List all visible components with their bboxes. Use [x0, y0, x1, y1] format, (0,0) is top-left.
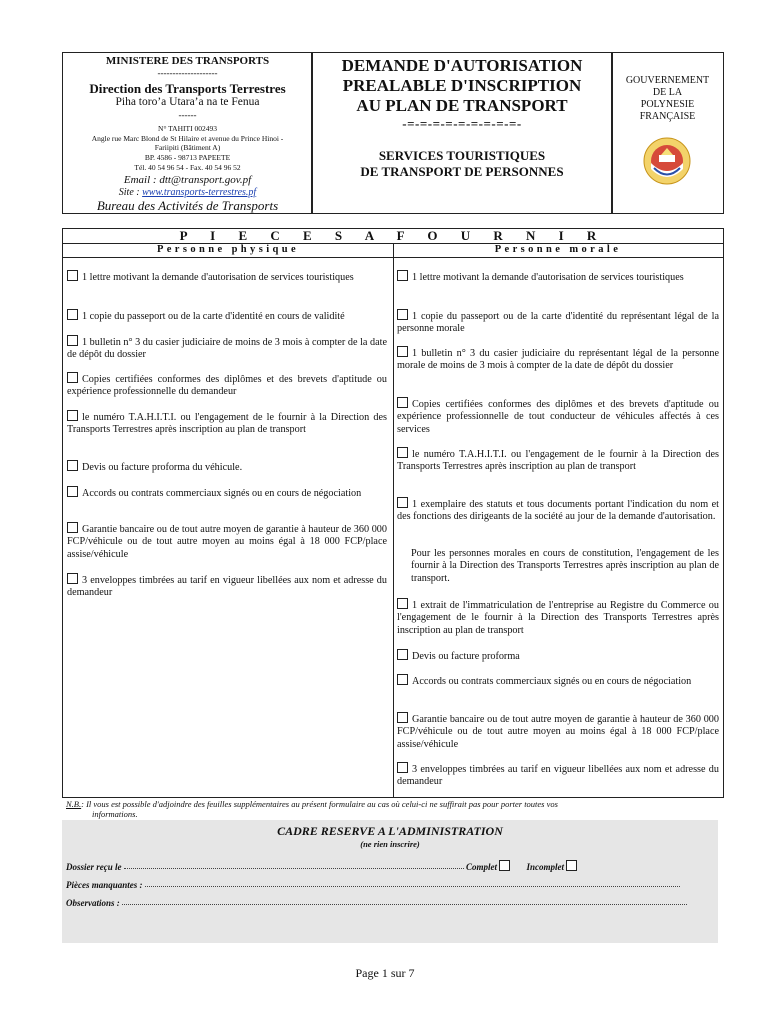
- form-title-2: PREALABLE D'INSCRIPTION: [342, 76, 582, 95]
- header-right-box: [611, 52, 724, 214]
- header-center-box: [311, 52, 613, 214]
- piha-label: Piha toro’a Utara’a na te Fenua: [115, 96, 260, 108]
- physique-item-9: 3 enveloppes timbrées au tarif en vigueur libellées aux nom et adresse du demandeur: [67, 575, 387, 599]
- checkbox[interactable]: [397, 712, 408, 723]
- pieces-manquantes-label: Pièces manquantes :: [66, 880, 143, 890]
- admin-frame: [62, 820, 718, 943]
- form-title-3: AU PLAN DE TRANSPORT: [356, 96, 568, 115]
- physique-item-1: 1 lettre motivant la demande d'autorisation de services touristiques: [67, 270, 387, 284]
- dossier-label: Dossier reçu le: [66, 862, 122, 872]
- incomplet-checkbox[interactable]: [566, 860, 577, 871]
- column-divider: [393, 244, 394, 797]
- email-address: Email : dtt@transport.gov.pf: [123, 174, 252, 186]
- title-separator: -=-=-=-=-=-=-=-=-=-: [402, 116, 522, 131]
- checkbox[interactable]: [397, 397, 408, 408]
- services-title-1: SERVICES TOURISTIQUES: [378, 148, 546, 163]
- morale-item-3: 1 bulletin n° 3 du casier judiciaire du représentant légal de la personne morale de moins de 3 mois à compter de la date de dépôt du dossier: [397, 348, 719, 372]
- phone-fax: Tél. 40 54 96 54 - Fax. 40 54 96 52: [134, 163, 241, 172]
- admin-title: CADRE RESERVE A L'ADMINISTRATION: [277, 824, 503, 838]
- checkbox[interactable]: [397, 447, 408, 458]
- gouv-line-4: FRANÇAISE: [639, 111, 696, 122]
- gouv-line-3: POLYNESIE: [640, 99, 695, 110]
- bureau-label: Bureau des Activités de Transports: [96, 198, 279, 213]
- checkbox[interactable]: [397, 309, 408, 320]
- page-number: Page 1 sur 7: [355, 966, 415, 980]
- observations-label: Observations :: [66, 898, 120, 908]
- checkbox[interactable]: [67, 372, 78, 383]
- physique-item-3: 1 bulletin n° 3 du casier judiciaire de moins de 3 mois à compter de la date de dépôt du dossier: [67, 337, 387, 361]
- checkbox[interactable]: [67, 270, 78, 281]
- dossier-date-field[interactable]: [124, 860, 464, 869]
- morale-constitution-note: Pour les personnes morales en cours de constitution, l'engagement de les fournir à la Direction des Transports Terrestres après inscription au plan de transport.: [411, 548, 719, 584]
- checkbox[interactable]: [67, 309, 78, 320]
- morale-item-6: 1 exemplaire des statuts et tous documents portant l'indication du nom et des fonctions des dirigeants de la société au jour de la demande d'autorisation.: [397, 499, 719, 523]
- checkbox[interactable]: [67, 573, 78, 584]
- checkbox[interactable]: [397, 674, 408, 685]
- observations-line: [66, 896, 716, 908]
- nb-label: N.B.: [66, 799, 82, 809]
- form-title-1: DEMANDE D'AUTORISATION: [341, 56, 583, 75]
- complet-label: Complet: [466, 862, 497, 872]
- morale-item-9: Accords ou contrats commerciaux signés ou en cours de négociation: [397, 674, 719, 688]
- checkbox[interactable]: [397, 497, 408, 508]
- morale-item-7: 1 extrait de l'immatriculation de l'entreprise au Registre du Commerce ou l'engagement de le fournir à la Direction des Transports Terrestres après inscription au plan de transport: [397, 600, 719, 636]
- checkbox[interactable]: [397, 270, 408, 281]
- checkbox[interactable]: [67, 486, 78, 497]
- physique-item-7: Accords ou contrats commerciaux signés ou en cours de négociation: [67, 486, 387, 500]
- services-title-2: DE TRANSPORT DE PERSONNES: [360, 164, 564, 179]
- personne-physique-heading: Personne physique: [156, 244, 300, 255]
- morale-item-8: Devis ou facture proforma: [397, 649, 719, 663]
- gouv-line-1: GOUVERNEMENT: [625, 75, 710, 86]
- nb-text-2: informations.: [92, 809, 138, 819]
- site-label: Site :: [118, 187, 143, 198]
- physique-item-4: Copies certifiées conformes des diplômes et des brevets d'aptitude ou expérience professionnelle du demandeur: [67, 374, 387, 398]
- checkbox[interactable]: [397, 598, 408, 609]
- personne-morale-heading: Personne morale: [494, 244, 622, 255]
- direction-title: Direction des Transports Terrestres: [89, 81, 286, 96]
- header-left-box: [62, 52, 313, 214]
- checkbox[interactable]: [67, 410, 78, 421]
- polynesia-coat-of-arms-icon: [642, 135, 692, 187]
- morale-item-2: 1 copie du passeport ou de la carte d'identité du représentant légal de la personne morale: [397, 311, 719, 335]
- address-line-2: Fariipiti (Bâtiment A): [154, 143, 221, 152]
- morale-item-5: le numéro T.A.H.I.T.I. ou l'engagement de le fournir à la Direction des Transports Terrestres après inscription au plan de transport: [397, 449, 719, 473]
- pieces-section: [62, 228, 724, 798]
- admin-subtitle: (ne rien inscrire): [360, 839, 420, 849]
- incomplet-label: Incomplet: [526, 862, 564, 872]
- site-line: [63, 187, 312, 198]
- morale-item-4: Copies certifiées conformes des diplômes et des brevets d'aptitude ou expérience professionnelle de tout conducteur de véhicules affectés à ces services: [397, 399, 719, 435]
- checkbox[interactable]: [397, 346, 408, 357]
- separator: --------------------: [157, 68, 218, 78]
- separator-2: ------: [178, 110, 197, 120]
- checkbox[interactable]: [397, 649, 408, 660]
- morale-item-10: Garantie bancaire ou de tout autre moyen de garantie à hauteur de 360 000 FCP/véhicule ou de tout autre moyen au moins égal à 18 000 FCP/place assise/véhicule: [397, 714, 719, 750]
- pieces-manquantes-field[interactable]: [145, 878, 680, 887]
- checkbox[interactable]: [67, 460, 78, 471]
- morale-item-1: 1 lettre motivant la demande d'autorisation de services touristiques: [397, 270, 719, 284]
- gouv-line-2: DE LA: [652, 87, 683, 98]
- nb-note: [66, 799, 726, 809]
- morale-item-11: 3 enveloppes timbrées au tarif en vigueur libellées aux nom et adresse du demandeur: [397, 764, 719, 788]
- dossier-line: [66, 860, 716, 872]
- physique-item-5: le numéro T.A.H.I.T.I. ou l'engagement de le fournir à la Direction des Transports Terrestres après inscription au plan de transport: [67, 412, 387, 436]
- physique-item-8: Garantie bancaire ou de tout autre moyen de garantie à hauteur de 360 000 FCP/véhicule ou de tout autre moyen au moins égal à 18 000 FCP/place assise/véhicule: [67, 524, 387, 560]
- address-line-3: BP. 4586 - 98713 PAPEETE: [144, 153, 231, 162]
- checkbox[interactable]: [67, 522, 78, 533]
- pieces-title: P I E C E S A F O U R N I R: [179, 228, 607, 243]
- checkbox[interactable]: [67, 335, 78, 346]
- checkbox[interactable]: [397, 762, 408, 773]
- site-link[interactable]: www.transports-terrestres.pf: [142, 187, 257, 198]
- tahiti-number: N° TAHITI 002493: [158, 124, 217, 133]
- ministere-label: MINISTERE DES TRANSPORTS: [105, 55, 270, 67]
- pieces-header-row: [63, 229, 723, 244]
- physique-item-2: 1 copie du passeport ou de la carte d'identité en cours de validité: [67, 309, 387, 323]
- nb-text: : Il vous est possible d'adjoindre des feuilles supplémentaires au présent formulaire au cas où celui-ci ne suffirait pas pour porter toutes vos: [81, 799, 558, 809]
- observations-field[interactable]: [122, 896, 687, 905]
- complet-checkbox[interactable]: [499, 860, 510, 871]
- address-line-1: Angle rue Marc Blond de St Hilaire et avenue du Prince Hinoi -: [91, 134, 284, 143]
- physique-item-6: Devis ou facture proforma du véhicule.: [67, 460, 387, 474]
- pieces-manquantes-line: [66, 878, 716, 890]
